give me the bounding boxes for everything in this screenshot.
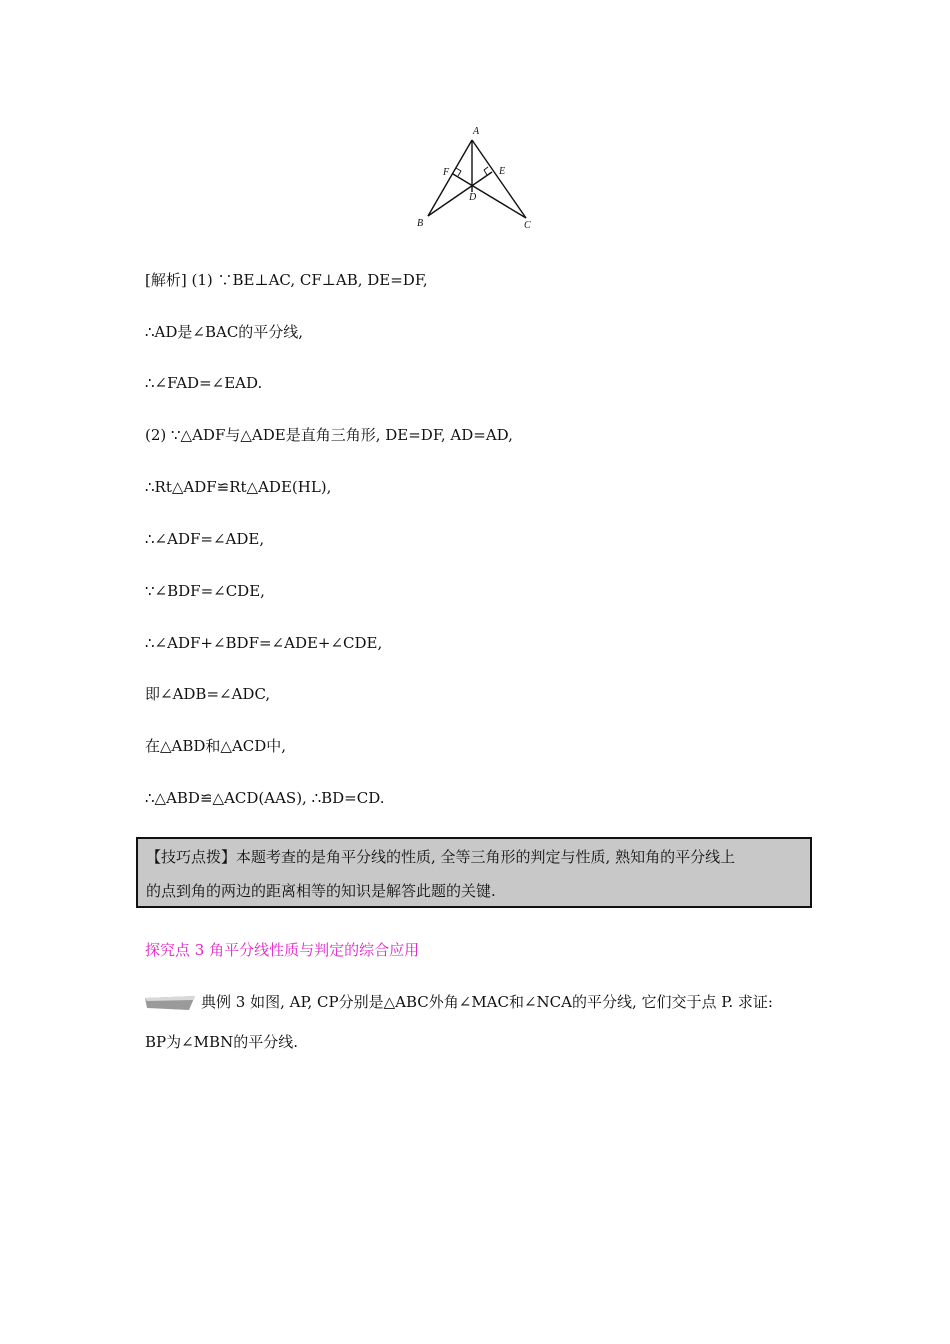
solution-line-8: ∴∠ADF+∠BDF=∠ADE+∠CDE, (145, 634, 383, 652)
solution-line-2: ∴AD是∠BAC的平分线, (145, 323, 304, 341)
label-a: A (473, 126, 480, 137)
segment-ab (428, 140, 472, 216)
label-e: E (499, 166, 506, 177)
solution-line-1: [解析] (1) ∵BE⊥AC, CF⊥AB, DE=DF, (145, 271, 428, 289)
label-b: B (417, 218, 424, 229)
right-angle-f (456, 168, 461, 176)
label-f: F (443, 167, 450, 178)
tip-line-2: 的点到角的两边的距离相等的知识是解答此题的关键. (146, 882, 496, 900)
tip-line-1: 【技巧点拨】本题考查的是角平分线的性质, 全等三角形的判定与性质, 熟知角的平分线上 (146, 848, 736, 866)
solution-line-6: ∴∠ADF=∠ADE, (145, 530, 265, 548)
example-row (145, 992, 773, 1012)
segment-ac (472, 140, 526, 218)
solution-line-3: ∴∠FAD=∠EAD. (145, 374, 263, 392)
section-title: 探究点 3 角平分线性质与判定的综合应用 (145, 941, 420, 959)
triangle-diagram (410, 122, 540, 234)
solution-line-10: 在△ABD和△ACD中, (145, 737, 287, 755)
solution-line-4: (2) ∵△ADF与△ADE是直角三角形, DE=DF, AD=AD, (145, 426, 513, 444)
example-line-1: 典例 3 如图, AP, CP分别是△ABC外角∠MAC和∠NCA的平分线, 它们交于点 P. 求证: (201, 993, 773, 1011)
solution-line-7: ∵∠BDF=∠CDE, (145, 582, 265, 600)
label-d: D (469, 192, 477, 203)
example-banner-icon (145, 996, 197, 1010)
solution-line-11: ∴△ABD≌△ACD(AAS), ∴BD=CD. (145, 789, 385, 807)
label-c: C (524, 220, 531, 231)
example-line-2: BP为∠MBN的平分线. (145, 1033, 298, 1051)
right-angle-e (484, 167, 488, 175)
solution-line-9: 即∠ADB=∠ADC, (145, 685, 271, 703)
triangle-figure (410, 122, 540, 234)
solution-line-5: ∴Rt△ADF≌Rt△ADE(HL), (145, 478, 332, 496)
segment-cf (453, 174, 526, 218)
tip-box (136, 837, 812, 908)
